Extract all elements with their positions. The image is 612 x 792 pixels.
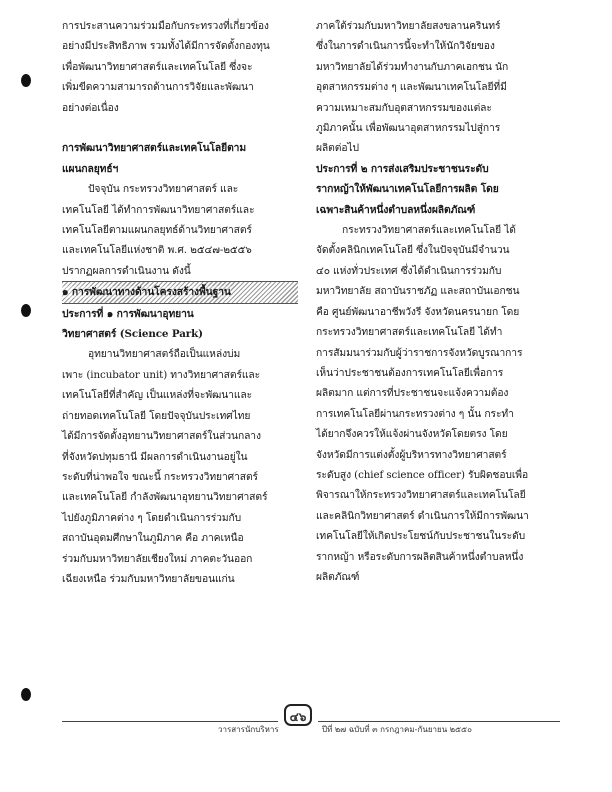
boxed-heading-text: ๑ การพัฒนาทางด้านโครงสร้างพื้นฐาน xyxy=(62,286,231,299)
text-line: รากหญ้า หรือระดับการผลิตสินค้าหนึ่งตำบลหนึ่ง xyxy=(316,550,524,563)
heading-line: แผนกลยุทธ์ฯ xyxy=(62,162,119,175)
heading-line: วิทยาศาสตร์ (Science Park) xyxy=(62,328,203,341)
heading-line: ประการที่ ๑ การพัฒนาอุทยาน xyxy=(62,307,194,320)
section-body xyxy=(62,179,298,281)
text-line: และคลินิกวิทยาศาสตร์ ดำเนินการให้มีการพัฒนา xyxy=(316,509,529,522)
continuation-paragraph xyxy=(316,16,558,159)
strategy-2-heading xyxy=(316,159,558,220)
text-line: เพาะ (incubator unit) ทางวิทยาศาสตร์และ xyxy=(62,368,261,381)
text-line: และเทคโนโลยีแห่งชาติ พ.ศ. ๒๕๔๗-๒๕๕๖ xyxy=(62,244,252,257)
text-line: ซึ่งในการดำเนินการนี้จะทำให้นักวิจัยของ xyxy=(316,40,495,53)
text-line: คือ ศูนย์พัฒนาอาชีพวังรี จังหวัดนครนายก โดย xyxy=(316,305,520,318)
footer-rule xyxy=(318,721,560,722)
text-line: ได้ยากจึงควรให้แจ้งผ่านจังหวัดโดยตรง โดย xyxy=(316,428,508,441)
text-line: ผลิตมาก แต่การที่ประชาชนจะแจ้งความต้อง xyxy=(316,387,509,400)
text-line: ระดับที่น่าพอใจ ขณะนี้ กระทรวงวิทยาศาสตร์ xyxy=(62,470,258,483)
strategy-2-body xyxy=(316,220,558,587)
text-line: ระดับสูง (chief science officer) รับผิดชอบเพื่อ xyxy=(316,468,529,481)
text-line: อุทยานวิทยาศาสตร์ถือเป็นแหล่งบ่ม xyxy=(88,348,241,361)
footer-rule xyxy=(62,721,278,722)
text-line: เทคโนโลยีที่สำคัญ เป็นแหล่งที่จะพัฒนาและ xyxy=(62,389,253,402)
text-line: กระทรวงวิทยาศาสตร์และเทคโนโลยี ได้ทำ xyxy=(316,326,503,339)
text-line: มหาวิทยาลัย สถาบันราชภัฏ และสถาบันเอกชน xyxy=(316,285,520,298)
text-line: อย่างมีประสิทธิภาพ รวมทั้งได้มีการจัดตั้งกองทุน xyxy=(62,40,270,53)
text-line: อุตสาหกรรมต่าง ๆ และพัฒนาเทคโนโลยีที่มี xyxy=(316,81,507,94)
text-line: ผลิตภัณฑ์ xyxy=(316,570,360,583)
left-column xyxy=(62,16,298,589)
text-line: พิจารณาให้กระทรวงวิทยาศาสตร์และเทคโนโลยี xyxy=(316,489,526,502)
text-line: ความเหมาะสมกับอุตสาหกรรมของแต่ละ xyxy=(316,101,492,114)
binder-hole-bottom xyxy=(21,688,31,701)
text-line: อย่างต่อเนื่อง xyxy=(62,101,119,114)
section-heading xyxy=(62,138,298,179)
text-line: เฉียงเหนือ ร่วมกับมหาวิทยาลัยขอนแก่น xyxy=(62,572,235,585)
intro-paragraph xyxy=(62,16,298,118)
boxed-heading xyxy=(62,281,298,303)
text-line: และเทคโนโลยี กำลังพัฒนาอุทยานวิทยาศาสตร์ xyxy=(62,491,268,504)
text-line: กระทรวงวิทยาศาสตร์และเทคโนโลยี ได้ xyxy=(342,224,516,237)
strategy-1-heading xyxy=(62,304,298,345)
text-line: เทคโนโลยีให้เกิดประโยชน์กับประชาชนในระดับ xyxy=(316,530,526,543)
right-column xyxy=(316,16,558,587)
text-line: การประสานความร่วมมือกับกระทรวงที่เกี่ยวข้อง xyxy=(62,20,269,32)
strategy-1-body xyxy=(62,344,298,589)
heading-line: การพัฒนาวิทยาศาสตร์และเทคโนโลยีตาม xyxy=(62,142,247,155)
heading-line: ประการที่ ๒ การส่งเสริมประชาชนระดับ xyxy=(316,162,489,175)
page-number: ๔๖ xyxy=(284,704,312,726)
text-line: จังหวัดมีการแต่งตั้งผู้บริหารทางวิทยาศาสตร์ xyxy=(316,448,507,461)
heading-line: รากหญ้าให้พัฒนาเทคโนโลยีการผลิต โดย xyxy=(316,183,499,196)
text-line: เห็นว่าประชาชนต้องการเทคโนโลยีเพื่อการ xyxy=(316,366,504,379)
text-line: เพิ่มขีดความสามารถด้านการวิจัยและพัฒนา xyxy=(62,81,254,94)
text-line: เพื่อพัฒนาวิทยาศาสตร์และเทคโนโลยี ซึ่งจะ xyxy=(62,60,253,73)
text-line: ไปยังภูมิภาคต่าง ๆ โดยดำเนินการร่วมกับ xyxy=(62,511,242,524)
text-line: การสัมมนาร่วมกับผู้ว่าราชการจังหวัดบูรณาการ xyxy=(316,346,523,359)
spacer xyxy=(62,118,298,138)
binder-hole-top xyxy=(21,74,31,87)
page-footer xyxy=(0,704,612,734)
text-line: การเทคโนโลยีผ่านกระทรวงต่าง ๆ นั้น กระทำ xyxy=(316,407,514,420)
text-line: ที่จังหวัดปทุมธานี มีผลการดำเนินงานอยู่ใน xyxy=(62,450,248,463)
text-line: ถ่ายทอดเทคโนโลยี โดยปัจจุบันประเทศไทย xyxy=(62,409,251,422)
binder-hole-middle xyxy=(21,304,31,317)
text-line: ได้มีการจัดตั้งอุทยานวิทยาศาสตร์ในส่วนกลาง xyxy=(62,430,261,443)
heading-line: เฉพาะสินค้าหนึ่งตำบลหนึ่งผลิตภัณฑ์ xyxy=(316,203,476,216)
text-line: สถาบันอุดมศึกษาในภูมิภาค คือ ภาคเหนือ xyxy=(62,532,244,545)
text-line: ๔๐ แห่งทั่วประเทศ ซึ่งได้ดำเนินการร่วมกับ xyxy=(316,264,502,277)
text-line: ผลิตต่อไป xyxy=(316,142,359,155)
text-line: จัดตั้งคลินิกเทคโนโลยี ซึ่งในปัจจุบันมีจำนวน xyxy=(316,244,510,257)
text-line: มหาวิทยาลัยได้ร่วมทำงานกับภาคเอกชน นัก xyxy=(316,60,509,73)
text-line: เทคโนโลยีตามแผนกลยุทธ์ด้านวิทยาศาสตร์ xyxy=(62,224,252,237)
issue-info: ปีที่ ๒๗ ฉบับที่ ๓ กรกฎาคม-กันยายน ๒๕๕๐ xyxy=(322,725,472,734)
text-line: ปัจจุบัน กระทรวงวิทยาศาสตร์ และ xyxy=(88,183,239,196)
text-line: ร่วมกับมหาวิทยาลัยเชียงใหม่ ภาคตะวันออก xyxy=(62,552,253,565)
journal-name: วารสารนักบริหาร xyxy=(218,725,279,734)
text-line: เทคโนโลยี ได้ทำการพัฒนาวิทยาศาสตร์และ xyxy=(62,203,255,216)
text-line: ปรากฏผลการดำเนินงาน ดังนี้ xyxy=(62,264,191,277)
text-line: ภูมิภาคนั้น เพื่อพัฒนาอุตสาหกรรมไปสู่การ xyxy=(316,122,501,135)
text-line: ภาคใต้ร่วมกับมหาวิทยาลัยสงขลานครินทร์ xyxy=(316,20,501,32)
